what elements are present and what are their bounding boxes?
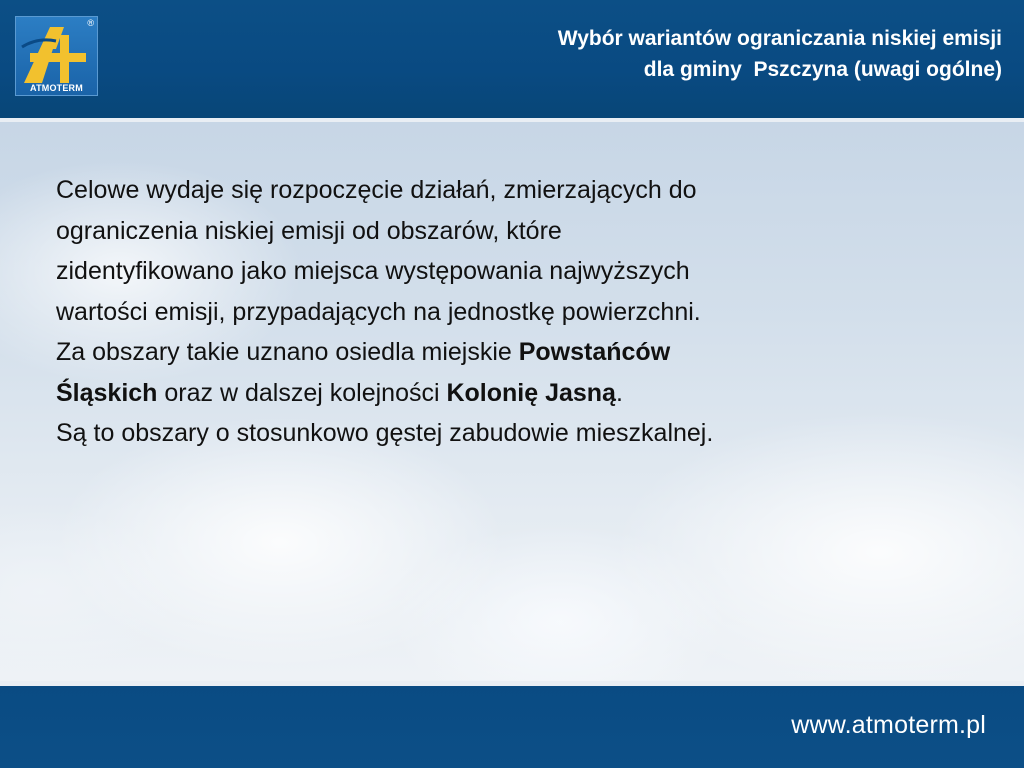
emphasis-text: Powstańców (518, 338, 671, 366)
header-band (0, 0, 1024, 118)
slide-title (362, 23, 1002, 85)
atmoterm-logo[interactable] (15, 16, 98, 96)
emphasis-text: Kolonię Jasną (446, 378, 616, 407)
body-line (56, 373, 976, 414)
text-run: ograniczenia niskiej emisji od obszarów, które (56, 216, 562, 245)
logo-brand-text: ATMOTERM (30, 83, 83, 93)
text-run: wartości emisji, przypadających na jednostkę powierzchni. (56, 297, 701, 326)
website-link[interactable]: www.atmoterm.pl (791, 711, 986, 739)
title-line-1: Wybór wariantów ograniczania niskiej emisji (557, 27, 1002, 50)
body-line (56, 332, 976, 373)
body-line (56, 211, 976, 252)
text-run: Są to obszary o stosunkowo gęstej zabudowie mieszkalnej. (56, 419, 714, 447)
text-run: oraz w dalszej kolejności (157, 378, 447, 407)
text-run: . (615, 378, 623, 407)
text-run: Celowe wydaje się rozpoczęcie działań, zmierzających do (56, 176, 697, 204)
body-line (56, 170, 976, 211)
registered-mark: ® (87, 18, 94, 28)
sky-background (0, 122, 1024, 681)
body-text (56, 170, 976, 454)
text-run: Za obszary takie uznano osiedla miejskie (56, 338, 519, 366)
body-line (56, 251, 976, 292)
body-line (56, 413, 976, 454)
body-line (56, 292, 976, 333)
emphasis-text: Śląskich (56, 378, 158, 407)
text-run: zidentyfikowano jako miejsca występowania najwyższych (56, 257, 690, 285)
footer-band (0, 686, 1024, 768)
title-line-2: dla gminy Pszczyna (uwagi ogólne) (643, 58, 1002, 81)
